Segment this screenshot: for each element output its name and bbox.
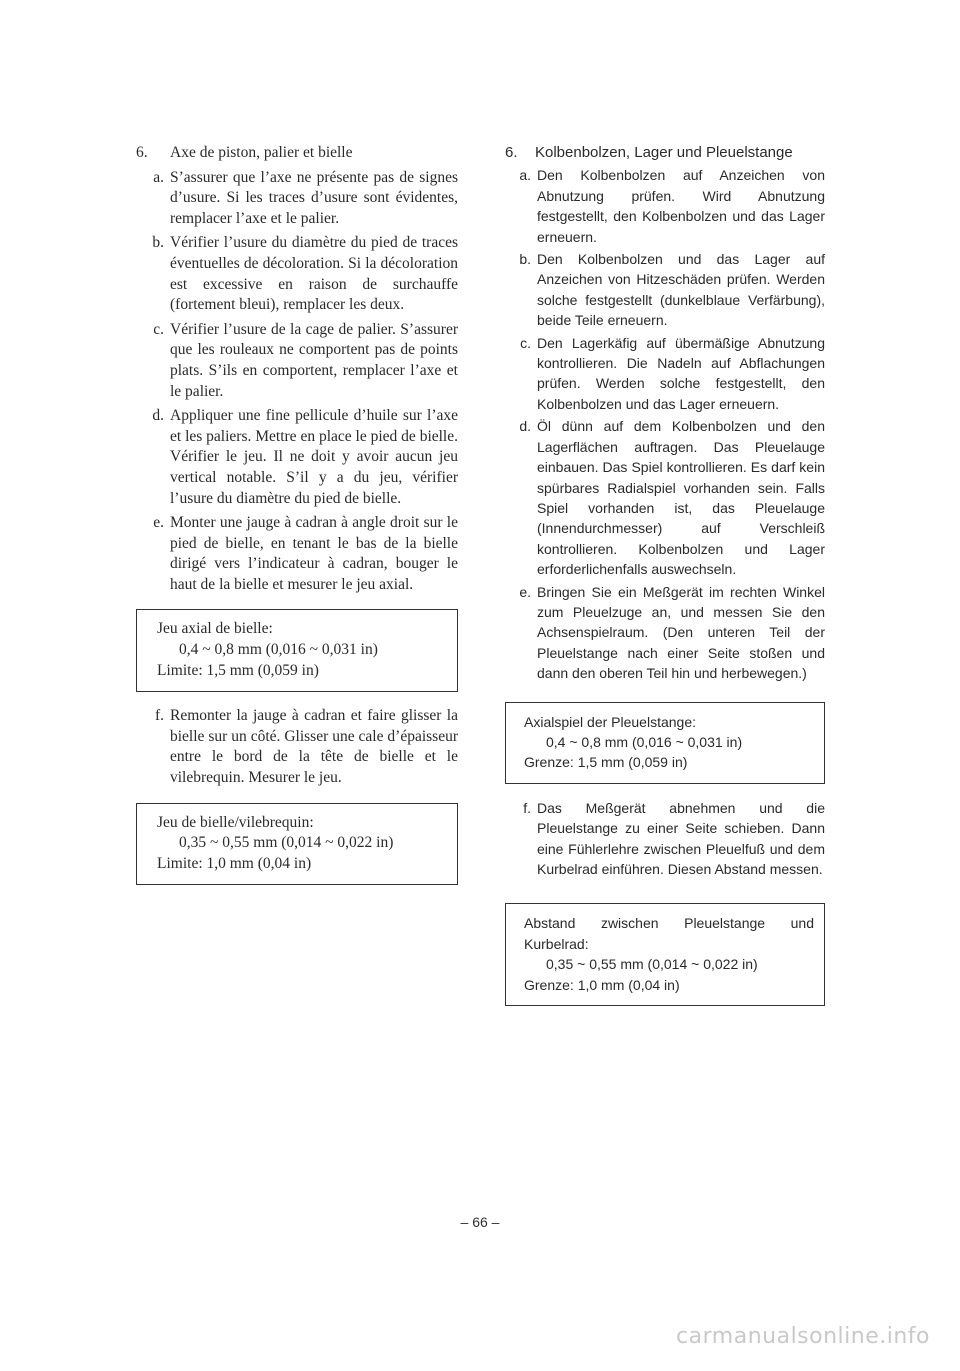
fr-item-text: Vérifier l’usure du diamètre du pied de traces éventuelles de décoloration. Si la décoloration est excessive en raison de surchauffe (fortement bleui), remplacer les deux. [170, 234, 458, 314]
de-spec-box-axial-play [505, 702, 825, 784]
fr-item-letter: a. [153, 168, 164, 186]
de-item-text: Öl dünn auf dem Kolbenbolzen und den Lagerflächen auftragen. Das Pleuelauge einbauen. Das Spiel kontrollieren. Es darf kein spürbares Radialspiel vorhanden sein. Falls Spiel vorhanden ist, das Pleuelauge (Innendurchmesser) auf Verschleiß kontrollieren. Kolbenbolzen und Lager erforderlichenfalls auswechseln. [537, 418, 825, 578]
fr-item-text: Monter une jauge à cadran à angle droit sur le pied de bielle, en tenant le bas de la bielle dirigé vers l’indicateur à cadran, bouger le haut de la bielle et mesurer le jeu axial. [170, 514, 458, 593]
spec-value: 0,4 ~ 0,8 mm (0,016 ~ 0,031 in) [546, 733, 743, 750]
spec-limit: Grenze: 1,5 mm (0,059 in) [524, 754, 688, 771]
fr-item-c [136, 320, 458, 402]
spec-title: Abstand zwischen Pleuelstange und Kurbelrad: [524, 915, 814, 952]
spec-value: 0,4 ~ 0,8 mm (0,016 ~ 0,031 in) [179, 641, 378, 659]
spec-title: Axialspiel der Pleuelstange: [524, 713, 696, 730]
de-item-text: Den Lagerkäfig auf übermäßige Abnutzung kontrollieren. Die Nadeln auf Abflachungen prüfen. Werden solche festgestellt, den Kolbenbolzen und das Lager erneuern. [537, 334, 825, 412]
spec-value: 0,35 ~ 0,55 mm (0,014 ~ 0,022 in) [546, 956, 758, 973]
fr-spec-box-axial-play [136, 609, 458, 692]
fr-item-e [136, 513, 458, 595]
fr-item-text: Vérifier l’usure de la cage de palier. S’assurer que les rouleaux ne comportent pas de points plats. S’ils en comportent, remplacer l’axe et le palier. [170, 320, 458, 400]
de-item-letter: c. [520, 334, 531, 351]
de-item-text: Bringen Sie ein Meßgerät im rechten Winkel zum Pleuelzuge an, und messen Sie den Achsenspielraum. (Den unteren Teil der Pleuelstange nach einer Seite stoßen und dann den oberen Teil hin und herbewegen.) [537, 583, 825, 682]
de-heading-text: Kolbenbolzen, Lager und Pleuelstange [535, 144, 793, 161]
de-item-e [505, 582, 825, 684]
de-item-letter: f. [523, 799, 531, 816]
fr-item-d [136, 406, 458, 509]
fr-heading-number: 6. [136, 144, 148, 161]
de-section-heading [505, 143, 825, 163]
fr-item-f [136, 706, 458, 788]
spec-limit: Grenze: 1,0 mm (0,04 in) [524, 976, 680, 993]
fr-item-letter: c. [153, 320, 164, 338]
de-item-letter: b. [519, 251, 531, 268]
german-column [505, 143, 825, 1020]
spec-value: 0,35 ~ 0,55 mm (0,014 ~ 0,022 in) [179, 834, 394, 852]
fr-item-letter: f. [154, 707, 164, 725]
fr-item-b [136, 233, 458, 315]
de-item-text: Den Kolbenbolzen und das Lager auf Anzeichen von Hitzeschäden prüfen. Werden solche festgestellt (dunkelblaue Verfärbung), beide Teile erneuern. [537, 251, 825, 329]
de-item-text: Den Kolbenbolzen auf Anzeichen von Abnutzung prüfen. Wird Abnutzung festgestellt, den Kolbenbolzen und das Lager erneuern. [537, 167, 825, 245]
french-column [136, 143, 458, 899]
de-spec-box-rod-crank-clearance [505, 903, 825, 1006]
fr-item-text: Appliquer une fine pellicule d’huile sur l’axe et les paliers. Mettre en place le pied de bielle. Vérifier le jeu. Il ne doit y avoir aucun jeu vertical notable. S’il y a du jeu, vérifier l’usure du diamètre du pied de bielle. [170, 407, 458, 507]
fr-item-letter: b. [152, 234, 164, 252]
de-item-letter: a. [519, 167, 531, 184]
spec-title: Jeu de bielle/vilebrequin: [157, 813, 314, 831]
spec-title: Jeu axial de bielle: [157, 620, 273, 638]
de-item-letter: d. [519, 418, 531, 435]
fr-item-a [136, 168, 458, 230]
spec-limit: Limite: 1,5 mm (0,059 in) [157, 661, 319, 679]
de-item-a [505, 165, 825, 247]
fr-item-text: S’assurer que l’axe ne présente pas de signes d’usure. Si les traces d’usure sont évidentes, remplacer l’axe et le palier. [170, 168, 458, 227]
fr-spec-box-rod-crank-clearance [136, 803, 458, 886]
de-item-f [505, 798, 825, 880]
de-item-c [505, 333, 825, 415]
de-item-b [505, 249, 825, 331]
page-number: – 66 – [460, 1214, 500, 1230]
de-heading-number: 6. [505, 144, 518, 161]
fr-item-text: Remonter la jauge à cadran et faire glisser la bielle sur un côté. Glisser une cale d’épaisseur entre le bord de la tête de bielle et le vilebrequin. Mesurer le jeu. [170, 707, 458, 787]
watermark: carmanualsonline.info [676, 1324, 930, 1349]
de-item-text: Das Meßgerät abnehmen und die Pleuelstange zu einer Seite schieben. Dann eine Fühlerlehre zwischen Pleuelfuß und dem Kurbelrad einführen. Diesen Abstand messen. [537, 799, 825, 877]
fr-section-heading [136, 143, 458, 164]
fr-item-letter: d. [152, 407, 164, 425]
fr-heading-text: Axe de piston, palier et bielle [170, 144, 353, 161]
de-item-letter: e. [519, 583, 531, 600]
spec-limit: Limite: 1,0 mm (0,04 in) [157, 854, 312, 872]
de-item-d [505, 416, 825, 579]
fr-item-letter: e. [153, 514, 164, 532]
